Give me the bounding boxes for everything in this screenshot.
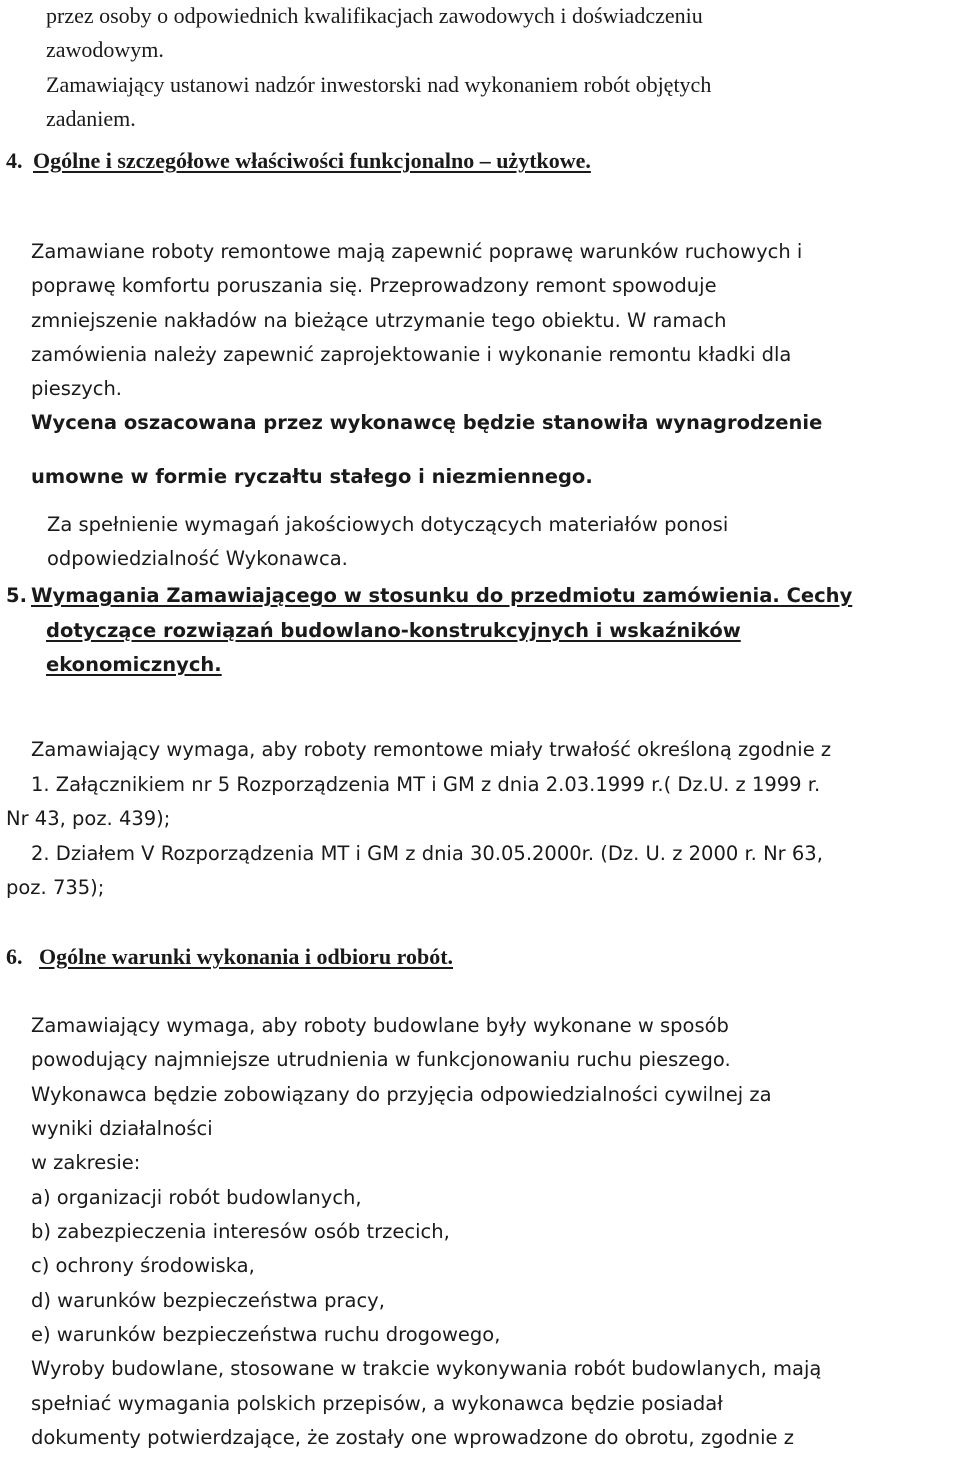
bold-text-line: Wycena oszacowana przez wykonawcę będzie stanowiła wynagrodzenie	[31, 411, 823, 434]
section-5-heading-line: dotyczące rozwiązań budowlano-konstrukcyjnych i wskaźników	[46, 619, 741, 642]
text-line: przez osoby o odpowiednich kwalifikacjach zawodowych i doświadczeniu	[46, 3, 703, 28]
text-line: Zamawiający wymaga, aby roboty budowlane były wykonane w sposób	[31, 1014, 729, 1037]
text-line: wyniki działalności	[31, 1117, 213, 1140]
text-line: Wyroby budowlane, stosowane w trakcie wykonywania robót budowlanych, mają	[31, 1357, 822, 1380]
section-4-heading: Ogólne i szczegółowe właściwości funkcjonalno – użytkowe.	[33, 148, 591, 173]
text-line: Zamawiający ustanowi nadzór inwestorski nad wykonaniem robót objętych	[46, 72, 712, 97]
text-line: spełniać wymagania polskich przepisów, a wykonawca będzie posiadał	[31, 1392, 723, 1415]
text-line: poprawę komfortu poruszania się. Przeprowadzony remont spowoduje	[31, 274, 717, 297]
bold-text-line: umowne w formie ryczałtu stałego i niezmiennego.	[31, 465, 593, 488]
list-item: 1. Załącznikiem nr 5 Rozporządzenia MT i GM z dnia 2.03.1999 r.( Dz.U. z 1999 r.	[31, 773, 821, 796]
list-item: d) warunków bezpieczeństwa pracy,	[31, 1289, 385, 1312]
section-6-number: 6.	[6, 944, 23, 969]
text-line: w zakresie:	[31, 1151, 141, 1174]
section-4-number: 4.	[6, 148, 23, 173]
list-item: a) organizacji robót budowlanych,	[31, 1186, 362, 1209]
section-6-heading: Ogólne warunki wykonania i odbioru robót.	[39, 944, 454, 969]
list-item: 2. Działem V Rozporządzenia MT i GM z dnia 30.05.2000r. (Dz. U. z 2000 r. Nr 63,	[31, 842, 823, 865]
section-5-heading-line: ekonomicznych.	[46, 653, 222, 676]
list-item: Nr 43, poz. 439);	[6, 807, 171, 830]
list-item: e) warunków bezpieczeństwa ruchu drogowego,	[31, 1323, 501, 1346]
list-item: c) ochrony środowiska,	[31, 1254, 255, 1277]
text-line: Zamawiający wymaga, aby roboty remontowe miały trwałość określoną zgodnie z	[31, 738, 832, 761]
text-line: powodujący najmniejsze utrudnienia w funkcjonowaniu ruchu pieszego.	[31, 1048, 731, 1071]
text-line: odpowiedzialność Wykonawca.	[47, 547, 348, 570]
text-line: pieszych.	[31, 377, 123, 400]
text-line: Wykonawca będzie zobowiązany do przyjęcia odpowiedzialności cywilnej za	[31, 1083, 772, 1106]
section-5-heading-line: Wymagania Zamawiającego w stosunku do przedmiotu zamówienia. Cechy	[31, 584, 853, 607]
section-5-number: 5.	[6, 584, 27, 607]
text-line: Za spełnienie wymagań jakościowych dotyczących materiałów ponosi	[47, 513, 729, 536]
text-line: zawodowym.	[46, 37, 164, 62]
text-line: Zamawiane roboty remontowe mają zapewnić poprawę warunków ruchowych i	[31, 240, 803, 263]
text-line: zamówienia należy zapewnić zaprojektowanie i wykonanie remontu kładki dla	[31, 343, 792, 366]
list-item: b) zabezpieczenia interesów osób trzecich,	[31, 1220, 450, 1243]
list-item: poz. 735);	[6, 876, 105, 899]
text-line: dokumenty potwierdzające, że zostały one wprowadzone do obrotu, zgodnie z	[31, 1426, 794, 1449]
text-line: zmniejszenie nakładów na bieżące utrzymanie tego obiektu. W ramach	[31, 309, 727, 332]
text-line: zadaniem.	[46, 106, 136, 131]
